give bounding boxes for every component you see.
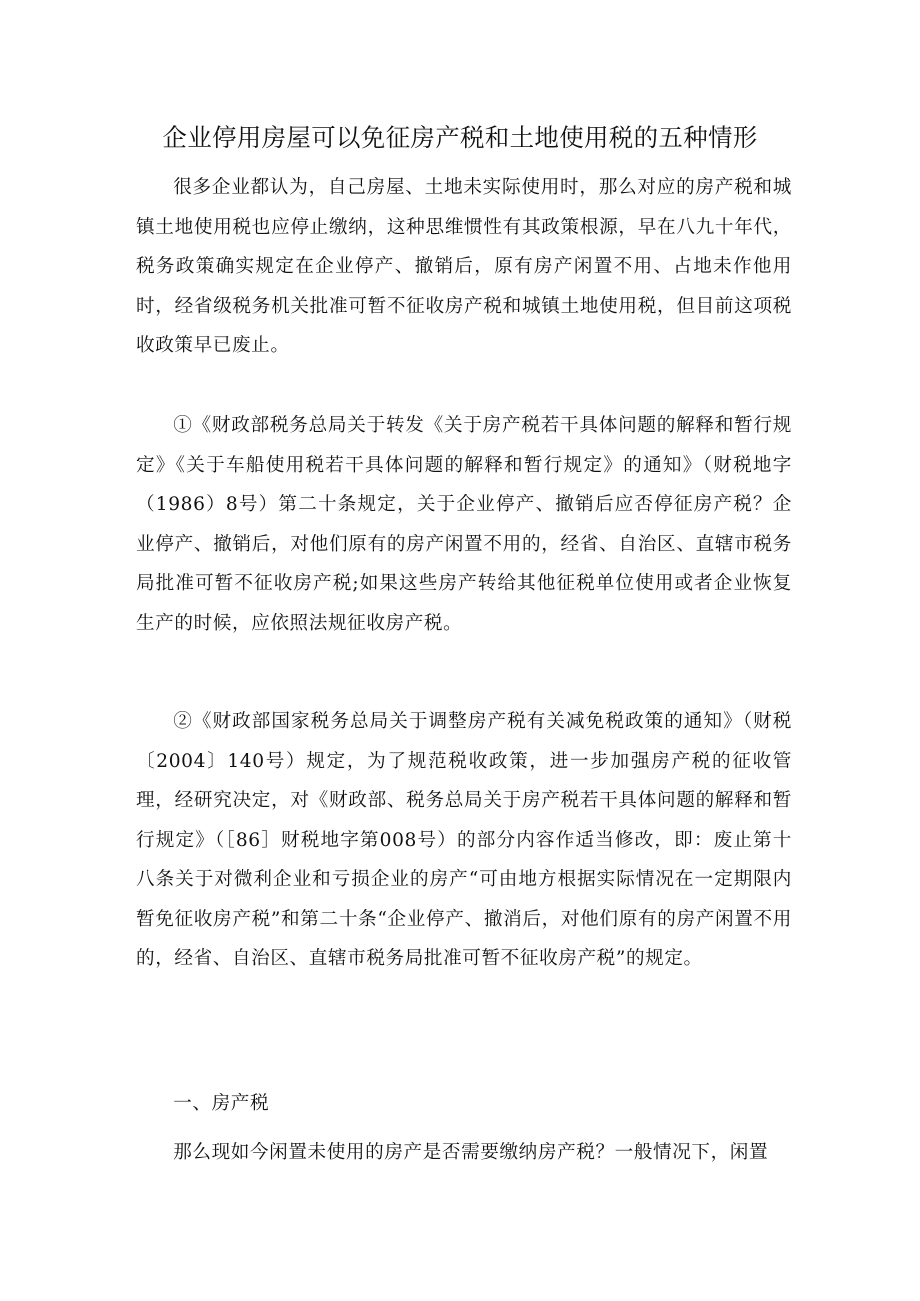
section-heading-property-tax: 一、房产税 bbox=[173, 1093, 270, 1114]
document-title: 企业停用房屋可以免征房产税和土地使用税的五种情形 bbox=[162, 123, 758, 152]
policy-2-paragraph: ②《财政部国家税务总局关于调整房产税有关减免税政策的通知》（财税〔2004〕140号）规定，为了规范税收政策，进一步加强房产税的征收管理，经研究决定，对《财政部、税务总局关于房产税若干具体问题的解释和暂行规定》（［86］财税地字第008号）的部分内容作适当修改，即：废止第十八条关于对微利企业和亏损企业的房产“可由地方根据实际情况在一定期限内暂免征收房产税”和第二十条“企业停产、撤消后，对他们原有的房产闲置不用的，经省、自治区、直辖市税务局批准可暂不征收房产税”的规定。 bbox=[136, 711, 792, 969]
policy-1-paragraph: ①《财政部税务总局关于转发《关于房产税若干具体问题的解释和暂行规定》《关于车船使用税若干具体问题的解释和暂行规定》的通知》（财税地字（1986）8号）第二十条规定，关于企业停产、撤销后应否停征房产税？企业停产、撤销后，对他们原有的房产闲置不用的，经省、自治区、直辖市税务局批准可暂不征收房产税;如果这些房产转给其他征税单位使用或者企业恢复生产的时候，应依照法规征收房产税。 bbox=[136, 415, 792, 634]
section-1-paragraph: 那么现如今闲置未使用的房产是否需要缴纳房产税？一般情况下，闲置 bbox=[173, 1142, 769, 1163]
intro-paragraph: 很多企业都认为，自己房屋、土地未实际使用时，那么对应的房产税和城镇土地使用税也应停止缴纳，这种思维惯性有其政策根源，早在八九十年代，税务政策确实规定在企业停产、撤销后，原有房产闲置不用、占地未作他用时，经省级税务机关批准可暂不征收房产税和城镇土地使用税，但目前这项税收政策早已废止。 bbox=[136, 177, 792, 356]
